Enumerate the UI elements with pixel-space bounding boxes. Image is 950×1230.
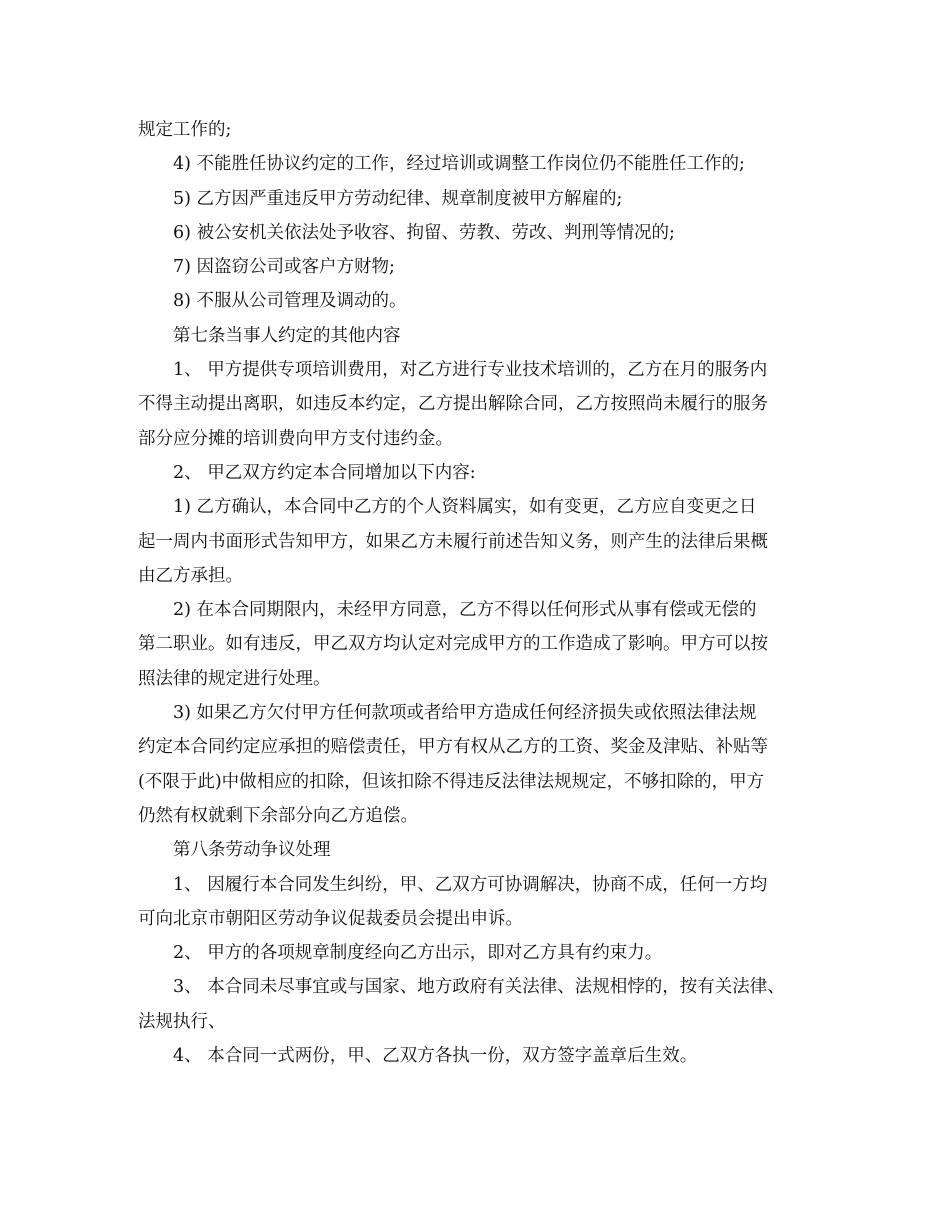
paragraph — [138, 182, 828, 216]
article-heading — [138, 319, 828, 353]
paragraph — [138, 868, 828, 937]
text-line: 1、 甲方提供专项培训费用，对乙方进行专业技术培训的，乙方在月的服务内 — [173, 360, 768, 381]
text-line: 可向北京市朝阳区劳动争议促裁委员会提出申诉。 — [138, 908, 523, 929]
text-line: 仍然有权就剩下余部分向乙方追偿。 — [138, 805, 418, 826]
text-line: 7) 因盗窃公司或客户方财物; — [173, 257, 395, 278]
paragraph — [138, 696, 828, 833]
text-line: 照法律的规定进行处理。 — [138, 668, 331, 689]
paragraph — [138, 1039, 828, 1073]
article-heading — [138, 833, 828, 867]
text-line: (不限于此)中做相应的扣除，但该扣除不得违反法律法规规定，不够扣除的，甲方 — [138, 771, 765, 792]
text-line: 2) 在本合同期限内，未经甲方同意，乙方不得以任何形式从事有偿或无偿的 — [173, 600, 757, 621]
text-line: 2、 甲乙双方约定本合同增加以下内容: — [173, 462, 476, 483]
text-line: 起一周内书面形式告知甲方，如果乙方未履行前述告知义务，则产生的法律后果概 — [138, 531, 768, 552]
text-line: 6) 被公安机关依法处予收容、拘留、劳教、劳改、判刑等情况的; — [173, 222, 675, 243]
text-line: 约定本合同约定应承担的赔偿责任，甲方有权从乙方的工资、奖金及津贴、补贴等 — [138, 737, 768, 758]
paragraph — [138, 147, 828, 181]
text-line: 不得主动提出离职，如违反本约定，乙方提出解除合同，乙方按照尚未履行的服务 — [138, 394, 768, 415]
paragraph — [138, 284, 828, 318]
text-line: 4、 本合同一式两份，甲、乙双方各执一份，双方签字盖章后生效。 — [173, 1046, 698, 1067]
text-line: 5) 乙方因严重违反甲方劳动纪律、规章制度被甲方解雇的; — [173, 188, 623, 209]
text-line: 1) 乙方确认，本合同中乙方的个人资料属实，如有变更，乙方应自变更之日 — [173, 497, 757, 518]
text-line: 第七条当事人约定的其他内容 — [173, 325, 401, 346]
paragraph — [138, 593, 828, 696]
text-line: 规定工作的; — [138, 120, 232, 140]
paragraph — [138, 970, 828, 1039]
text-line: 部分应分摊的培训费向甲方支付违约金。 — [138, 428, 453, 449]
text-line: 1、 因履行本合同发生纠纷，甲、乙双方可协调解决，协商不成，任何一方均 — [173, 874, 768, 895]
text-line: 2、 甲方的各项规章制度经向乙方出示，即对乙方具有约束力。 — [173, 943, 663, 964]
text-line: 4) 不能胜任协议约定的工作，经过培训或调整工作岗位仍不能胜任工作的; — [173, 154, 745, 175]
paragraph — [138, 113, 828, 147]
paragraph — [138, 250, 828, 284]
text-line: 8) 不服从公司管理及调动的。 — [173, 291, 407, 312]
paragraph — [138, 936, 828, 970]
paragraph — [138, 216, 828, 250]
text-line: 3) 如果乙方欠付甲方任何款项或者给甲方造成任何经济损失或依照法律法规 — [173, 703, 757, 724]
text-line: 第八条劳动争议处理 — [173, 840, 331, 861]
paragraph — [138, 490, 828, 593]
document-body — [138, 113, 828, 1073]
text-line: 法规执行、 — [138, 1011, 226, 1032]
text-line: 第二职业。如有违反，甲乙双方均认定对完成甲方的工作造成了影响。甲方可以按 — [138, 634, 768, 655]
paragraph — [138, 456, 828, 490]
text-line: 3、 本合同未尽事宜或与国家、地方政府有关法律、法规相悖的，按有关法律、 — [173, 977, 785, 998]
paragraph — [138, 353, 828, 456]
text-line: 由乙方承担。 — [138, 565, 243, 586]
